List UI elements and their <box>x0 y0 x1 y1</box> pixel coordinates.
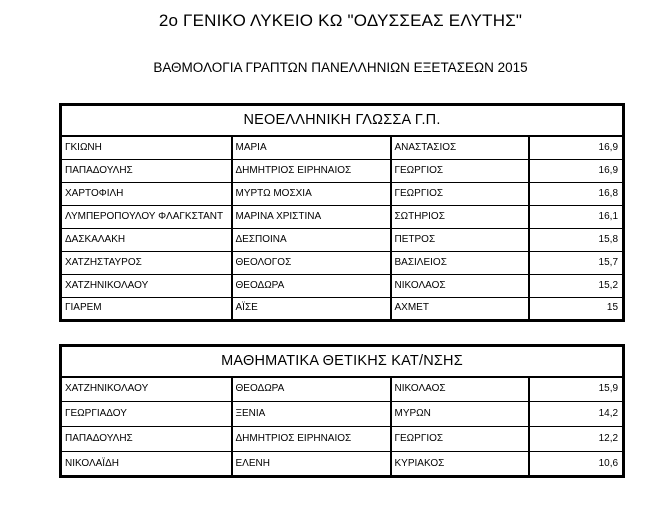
cell-last-name: ΓΚΙΩΝΗ <box>65 141 102 153</box>
cell-first-name: ΞΕΝΙΑ <box>232 402 391 427</box>
cell-last-name: ΧΑΤΖΗΣΤΑΥΡΟΣ <box>61 251 232 274</box>
cell-father-name: ΣΩΤΗΡΙΟΣ <box>391 205 529 228</box>
cell-father-name: ΝΙΚΟΛΑΟΣ <box>391 274 529 297</box>
table-body <box>61 377 624 477</box>
school-title: 2ο ΓΕΝΙΚΟ ΛΥΚΕΙΟ ΚΩ "ΟΔΥΣΣΕΑΣ ΕΛΥΤΗΣ" <box>158 11 523 30</box>
cell-first-name: ΘΕΟΛΟΓΟΣ <box>232 251 391 274</box>
cell-grade: 15,7 <box>529 251 624 274</box>
cell-first-name: ΜΥΡΤΩ ΜΟΣΧΙΑ <box>232 182 391 205</box>
table-row <box>61 251 624 274</box>
table-header <box>61 345 624 377</box>
table-row <box>61 274 624 297</box>
grades-table-greek-language <box>59 103 625 322</box>
cell-first-name: ΔΕΣΠΟΙΝΑ <box>232 228 391 251</box>
cell-grade: 10,6 <box>529 452 624 477</box>
table-row <box>61 452 624 477</box>
document-subtitle: ΒΑΘΜΟΛΟΓΙΑ ΓΡΑΠΤΩΝ ΠΑΝΕΛΛΗΝΙΩΝ ΕΞΕΤΑΣΕΩΝ 2015 <box>153 60 528 75</box>
cell-grade: 15,2 <box>529 274 624 297</box>
cell-father-name: ΓΕΩΡΓΙΟΣ <box>391 182 529 205</box>
cell-father-name: ΠΕΤΡΟΣ <box>391 228 529 251</box>
cell-last-name: ΠΑΠΑΔΟΥΛΗΣ <box>61 427 232 452</box>
cell-grade: 15 <box>529 297 624 320</box>
cell-last-name: ΓΙΑΡΕΜ <box>61 297 232 320</box>
cell-first-name: ΜΑΡΙΝΑ ΧΡΙΣΤΙΝΑ <box>232 205 391 228</box>
table-row <box>61 159 624 182</box>
table-body <box>61 136 624 320</box>
table-title-row <box>61 345 624 377</box>
cell-last-name: ΔΑΣΚΑΛΑΚΗ <box>61 228 232 251</box>
cell-last-name: ΓΕΩΡΓΙΑΔΟΥ <box>61 402 232 427</box>
cell-first-name: ΑΪΣΕ <box>232 297 391 320</box>
cell-last-name: ΧΑΤΖΗΝΙΚΟΛΑΟΥ <box>61 274 232 297</box>
cell-father-name: ΓΕΩΡΓΙΟΣ <box>391 159 529 182</box>
cell-first-name: ΔΗΜΗΤΡΙΟΣ ΕΙΡΗΝΑΙΟΣ <box>232 427 391 452</box>
table-row <box>61 377 624 402</box>
cell-grade: 16,1 <box>529 205 624 228</box>
cell-father-name: ΑΝΑΣΤΑΣΙΟΣ <box>391 136 529 159</box>
table-row <box>61 402 624 427</box>
cell-last-name: ΛΥΜΠΕΡΟΠΟΥΛΟΥ ΦΛΑΓΚΣΤΑΝΤ <box>61 205 232 228</box>
cell-father-name: ΚΥΡΙΑΚΟΣ <box>391 452 529 477</box>
cell-father-name: ΜΥΡΩΝ <box>391 402 529 427</box>
cell-father-name: ΓΕΩΡΓΙΟΣ <box>391 427 529 452</box>
table-header <box>61 105 624 137</box>
cell-grade: 16,9 <box>529 136 624 159</box>
table-title: ΝΕΟΕΛΛΗΝΙΚΗ ΓΛΩΣΣΑ Γ.Π. <box>61 105 624 137</box>
cell-last-name: ΠΑΠΑΔΟΥΛΗΣ <box>61 159 232 182</box>
cell-grade: 14,2 <box>529 402 624 427</box>
table-row <box>61 182 624 205</box>
cell-grade: 16,9 <box>529 159 624 182</box>
document-content <box>59 0 622 478</box>
cell-father-name: ΑΧΜΕΤ <box>391 297 529 320</box>
cell-first-name: ΘΕΟΔΩΡΑ <box>232 274 391 297</box>
cell-first-name: ΜΑΡΙΑ <box>232 136 391 159</box>
table-title: ΜΑΘΗΜΑΤΙΚΑ ΘΕΤΙΚΗΣ ΚΑΤ/ΝΣΗΣ <box>61 345 624 377</box>
cell-last-name: ΝΙΚΟΛΑΪΔΗ <box>61 452 232 477</box>
table-row <box>61 228 624 251</box>
grades-table-mathematics <box>59 344 625 479</box>
table-row <box>61 427 624 452</box>
cell-father-name: ΝΙΚΟΛΑΟΣ <box>391 377 529 402</box>
cell-first-name: ΔΗΜΗΤΡΙΟΣ ΕΙΡΗΝΑΙΟΣ <box>232 159 391 182</box>
cell-father-name: ΒΑΣΙΛΕΙΟΣ <box>391 251 529 274</box>
cell-first-name: ΘΕΟΔΩΡΑ <box>232 377 391 402</box>
cell-grade: 15,9 <box>529 377 624 402</box>
cell-first-name: ΕΛΕΝΗ <box>232 452 391 477</box>
table-title-row <box>61 105 624 137</box>
cell-grade: 15,8 <box>529 228 624 251</box>
table-row <box>61 205 624 228</box>
cell-grade: 16,8 <box>529 182 624 205</box>
cell-last-name: ΧΑΡΤΟΦΙΛΗ <box>61 182 232 205</box>
cell-grade: 12,2 <box>529 427 624 452</box>
table-row <box>61 136 624 159</box>
cell-last-name: ΧΑΤΖΗΝΙΚΟΛΑΟΥ <box>65 383 149 395</box>
table-row <box>61 297 624 320</box>
